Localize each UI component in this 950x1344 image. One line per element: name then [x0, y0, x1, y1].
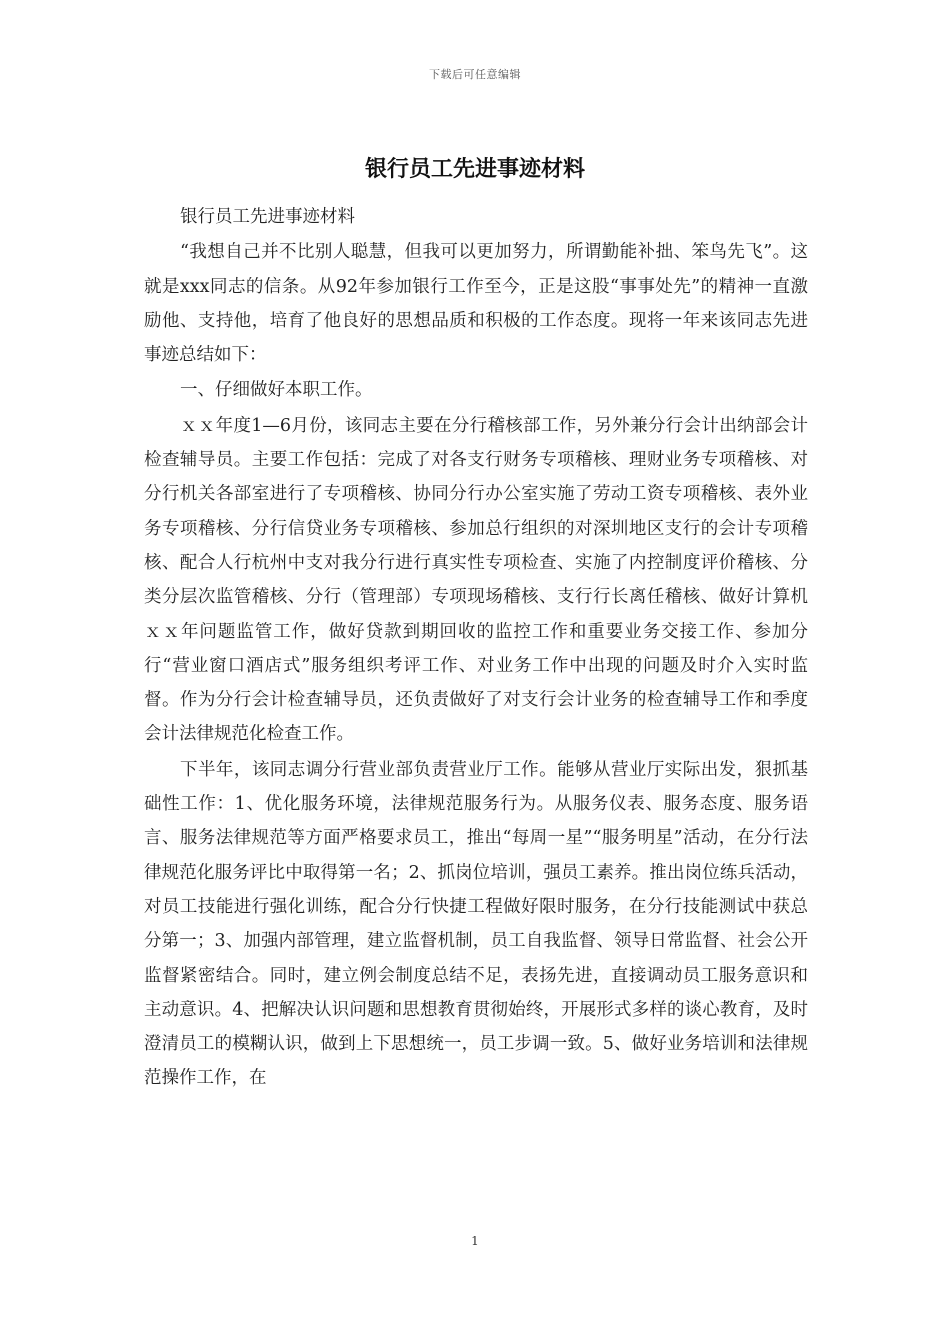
document-title: 银行员工先进事迹材料 [364, 156, 585, 182]
document-body [144, 200, 808, 1096]
page-number: 1 [471, 1234, 479, 1248]
header-note: 下载后可任意编辑 [429, 68, 521, 81]
paragraph-second-half-year: 下半年，该同志调分行营业部负责营业厅工作。能够从营业厅实际出发，狠抓基础性工作：1、优化服务环境，法律规范服务行为。从服务仪表、服务态度、服务语言、服务法律规范等方面严格要求员工，推出“每周一星”“服务明星”活动，在分行法律规范化服务评比中取得第一名；2、抓岗位培训，强员工素养。推出岗位练兵活动，对员工技能进行强化训练，配合分行快捷工程做好限时服务，在分行技能测试中获总分第一；3、加强内部管理，建立监督机制，员工自我监督、领导日常监督、社会公开监督紧密结合。同时，建立例会制度总结不足，表扬先进，直接调动员工服务意识和主动意识。4、把解决认识问题和思想教育贯彻始终，开展形式多样的谈心教育，及时澄清员工的模糊认识，做到上下思想统一，员工步调一致。5、做好业务培训和法律规范操作工作，在 [144, 759, 808, 1089]
paragraph-subtitle: 银行员工先进事迹材料 [180, 207, 355, 227]
paragraph-section-heading: 一、仔细做好本职工作。 [180, 380, 373, 401]
paragraph-intro: “我想自己并不比别人聪慧，但我可以更加努力，所谓勤能补拙、笨鸟先飞”。这就是xxx同志的信条。从92年参加银行工作至今，正是这股“事事处先”的精神一直激励他、支持他，培育了他良好的思想品质和积极的工作态度。现将一年来该同志先进事迹总结如下： [144, 242, 808, 366]
paragraph-first-half-year: ｘｘ年度1—6月份，该同志主要在分行稽核部工作，另外兼分行会计出纳部会计检查辅导员。主要工作包括：完成了对各支行财务专项稽核、理财业务专项稽核、对分行机关各部室进行了专项稽核、协同分行办公室实施了劳动工资专项稽核、表外业务专项稽核、分行信贷业务专项稽核、参加总行组织的对深圳地区支行的会计专项稽核、配合人行杭州中支对我分行进行真实性专项检查、实施了内控制度评价稽核、分类分层次监管稽核、分行（管理部）专项现场稽核、支行行长离任稽核、做好计算机ｘｘ年问题监管工作，做好贷款到期回收的监控工作和重要业务交接工作、参加分行“营业窗口酒店式”服务组织考评工作、对业务工作中出现的问题及时介入实时监督。作为分行会计检查辅导员，还负责做好了对支行会计业务的检查辅导工作和季度会计法律规范化检查工作。 [144, 415, 808, 745]
